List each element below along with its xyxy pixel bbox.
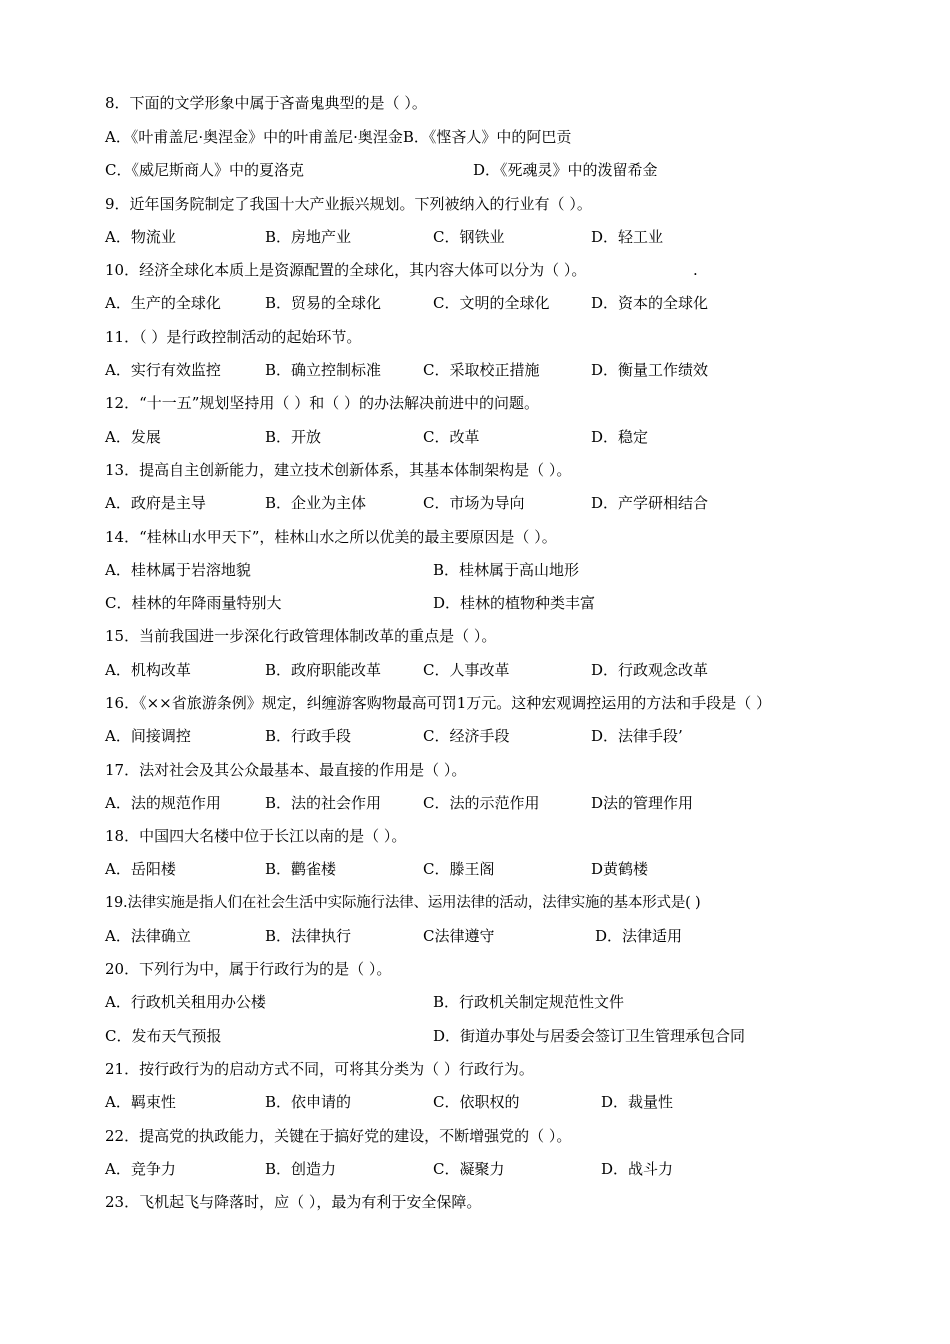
question-stem xyxy=(105,620,496,653)
question-text: 18．中国四大名楼中位于长江以南的是（ ）。 xyxy=(105,827,407,845)
option-text: B．行政机关制定规范性文件 xyxy=(433,993,625,1011)
option-text: C．法的示范作用 xyxy=(423,794,540,812)
option-text: A．桂林属于岩溶地貌 xyxy=(105,561,251,579)
question-text: 21．按行政行为的启动方式不同，可将其分类为（ ）行政行为。 xyxy=(105,1060,534,1078)
option-text: A．间接调控 xyxy=(105,727,191,745)
option-text: A．《叶甫盖尼·奥涅金》中的叶甫盖尼·奥涅金B．《悭吝人》中的阿巴贡 xyxy=(105,128,572,146)
option-text: D．资本的全球化 xyxy=(591,294,709,312)
option-text: A．实行有效监控 xyxy=(105,361,221,379)
question-text: 8．下面的文学形象中属于吝啬鬼典型的是（ ）。 xyxy=(105,94,427,112)
option-text: D．行政观念改革 xyxy=(591,661,709,679)
option-text: B．行政手段 xyxy=(265,727,352,745)
option-text: D法的管理作用 xyxy=(591,794,694,812)
option-text: D．法律手段’ xyxy=(591,727,683,745)
option-text: C法律遵守 xyxy=(423,927,495,945)
option-text: A．物流业 xyxy=(105,228,176,246)
question-stem xyxy=(105,887,700,920)
option-text: D．街道办事处与居委会签订卫生管理承包合同 xyxy=(433,1027,746,1045)
question-stem xyxy=(105,387,539,420)
question-stem xyxy=(105,87,427,120)
option-text: D．法律适用 xyxy=(595,927,683,945)
option-text: C．文明的全球化 xyxy=(433,294,550,312)
question-text: 20．下列行为中，属于行政行为的是（ ）。 xyxy=(105,960,392,978)
option-text: B．房地产业 xyxy=(265,228,352,246)
question-text: 10．经济全球化本质上是资源配置的全球化，其内容大体可以分为（ ）。 xyxy=(105,261,587,279)
option-text: B．确立控制标准 xyxy=(265,361,382,379)
option-text: B．桂林属于高山地形 xyxy=(433,561,580,579)
option-text: B．开放 xyxy=(265,428,322,446)
question-text: 9．近年国务院制定了我国十大产业振兴规划。下列被纳入的行业有（ ）。 xyxy=(105,195,592,213)
question-text: 19.法律实施是指人们在社会生活中实际施行法律、运用法律的活动，法律实施的基本形式是( ) xyxy=(105,895,701,911)
option-text: B．贸易的全球化 xyxy=(265,294,382,312)
option-text: C．市场为导向 xyxy=(423,494,525,512)
question-stem xyxy=(105,454,571,487)
question-text: 22．提高党的执政能力，关键在于搞好党的建设，不断增强党的（ ）。 xyxy=(105,1127,572,1145)
option-text: C．采取校正措施 xyxy=(423,361,540,379)
question-text: 15．当前我国进一步深化行政管理体制改革的重点是（ ）。 xyxy=(105,627,497,645)
option-text: C．依职权的 xyxy=(433,1093,520,1111)
question-stem xyxy=(105,1120,571,1153)
option-text: A．法律确立 xyxy=(105,927,191,945)
option-text: A．生产的全球化 xyxy=(105,294,221,312)
question-stem xyxy=(105,820,406,853)
option-text: A．机构改革 xyxy=(105,661,191,679)
option-text: A．竞争力 xyxy=(105,1160,176,1178)
question-text: 23．飞机起飞与降落时，应（ ），最为有利于安全保障。 xyxy=(105,1193,482,1211)
question-stem xyxy=(105,1186,481,1219)
option-text: B．法的社会作用 xyxy=(265,794,382,812)
option-text: A．政府是主导 xyxy=(105,494,206,512)
option-text: D．产学研相结合 xyxy=(591,494,709,512)
option-text: A．羁束性 xyxy=(105,1093,176,1111)
question-stem xyxy=(105,754,466,787)
option-text: C．经济手段 xyxy=(423,727,510,745)
question-text: 11．（ ）是行政控制活动的起始环节。 xyxy=(105,328,362,346)
question-text: 16．《××省旅游条例》规定，纠缠游客购物最高可罚1万元。这种宏观调控运用的方法和手段是（ ） xyxy=(105,694,772,712)
option-text: C．人事改革 xyxy=(423,661,510,679)
question-stem xyxy=(105,254,698,287)
question-stem xyxy=(105,1053,534,1086)
question-text: 17．法对社会及其公众最基本、最直接的作用是（ ）。 xyxy=(105,761,467,779)
option-text: C．钢铁业 xyxy=(433,228,505,246)
option-text: C．桂林的年降雨量特别大 xyxy=(105,594,282,612)
option-text: D．衡量工作绩效 xyxy=(591,361,709,379)
question-stem xyxy=(105,321,361,354)
option-text: C．发布天气预报 xyxy=(105,1027,222,1045)
option-text: C．滕王阁 xyxy=(423,860,495,878)
option-text: B．企业为主体 xyxy=(265,494,367,512)
question-stem xyxy=(105,521,557,554)
option-text: A．发展 xyxy=(105,428,161,446)
option-text: D．《死魂灵》中的泼留希金 xyxy=(473,161,658,179)
question-text: 14．“桂林山水甲天下”，桂林山水之所以优美的最主要原因是（ ）。 xyxy=(105,528,557,546)
question-stem xyxy=(105,687,771,720)
option-text: D黄鹤楼 xyxy=(591,860,649,878)
option-text: B．创造力 xyxy=(265,1160,337,1178)
option-text: B．政府职能改革 xyxy=(265,661,382,679)
option-text: D．轻工业 xyxy=(591,228,664,246)
stray-mark: . xyxy=(693,261,698,279)
option-text: B．依申请的 xyxy=(265,1093,352,1111)
question-stem xyxy=(105,953,391,986)
option-text: C．《威尼斯商人》中的夏洛克 xyxy=(105,161,304,179)
option-text: D．稳定 xyxy=(591,428,649,446)
option-text: A．岳阳楼 xyxy=(105,860,176,878)
question-text: 12．“十一五”规划坚持用（ ）和（ ）的办法解决前进中的问题。 xyxy=(105,394,539,412)
option-text: C．凝聚力 xyxy=(433,1160,505,1178)
question-stem xyxy=(105,188,592,221)
option-text: B．法律执行 xyxy=(265,927,352,945)
option-text: D．裁量性 xyxy=(601,1093,674,1111)
option-text: B．鹳雀楼 xyxy=(265,860,337,878)
option-text: A．行政机关租用办公楼 xyxy=(105,993,266,1011)
question-text: 13．提高自主创新能力，建立技术创新体系，其基本体制架构是（ ）。 xyxy=(105,461,572,479)
option-text: D．桂林的植物种类丰富 xyxy=(433,594,596,612)
option-text: D．战斗力 xyxy=(601,1160,674,1178)
option-text: C．改革 xyxy=(423,428,480,446)
option-text: A．法的规范作用 xyxy=(105,794,221,812)
